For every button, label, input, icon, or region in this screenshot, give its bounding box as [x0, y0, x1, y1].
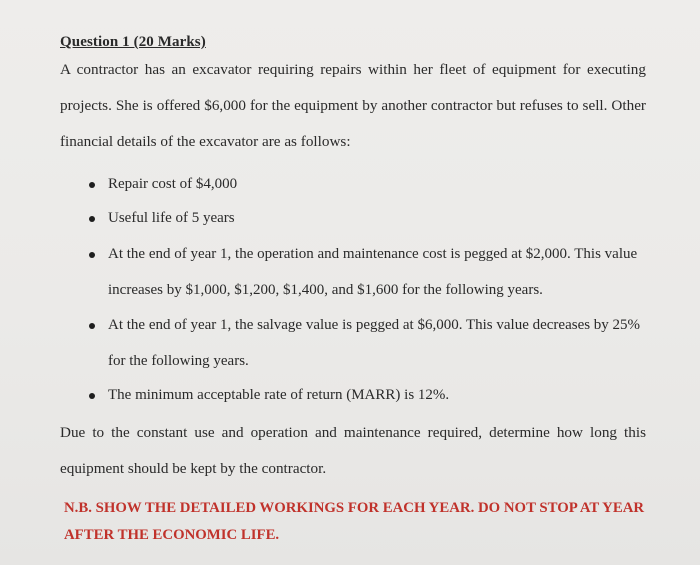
bullet-dot-icon — [89, 393, 95, 399]
bullet-item-repair-cost — [108, 166, 648, 202]
question-conclusion-paragraph: Due to the constant use and operation and maintenance required, determine how long this equipment should be kept by the contractor. — [60, 424, 646, 477]
bullet-item-useful-life — [108, 200, 648, 236]
bullet-dot-icon — [89, 323, 95, 329]
bullet-text: Useful life of 5 years — [108, 210, 235, 226]
question-intro-paragraph: A contractor has an excavator requiring repairs within her fleet of equipment for executing projects. She is offered $6,000 for the equipment by another contractor but refuses to sell. Other financial details of the excavator are as follows: — [60, 61, 646, 150]
bullet-dot-icon — [89, 252, 95, 258]
bullet-text: At the end of year 1, the salvage value is pegged at $6,000. This value decreases by 25% for the following years. — [108, 317, 641, 369]
bullet-item-salvage-value — [108, 307, 648, 379]
bullet-item-marr — [108, 377, 648, 413]
bullet-text: At the end of year 1, the operation and maintenance cost is pegged at $2,000. This value increases by $1,000, $1,200, $1,400, and $1,600 for the following years. — [108, 246, 638, 298]
bullet-text: The minimum acceptable rate of return (MARR) is 12%. — [108, 387, 450, 403]
bullet-item-om-cost — [108, 236, 648, 308]
question-title: Question 1 (20 Marks) — [60, 34, 206, 50]
bullet-dot-icon — [89, 182, 95, 188]
nb-instruction-note: N.B. SHOW THE DETAILED WORKINGS FOR EACH YEAR. DO NOT STOP AT YEAR AFTER THE ECONOMIC LIFE. — [64, 500, 645, 543]
bullet-dot-icon — [89, 216, 95, 222]
bullet-text: Repair cost of $4,000 — [108, 176, 238, 192]
